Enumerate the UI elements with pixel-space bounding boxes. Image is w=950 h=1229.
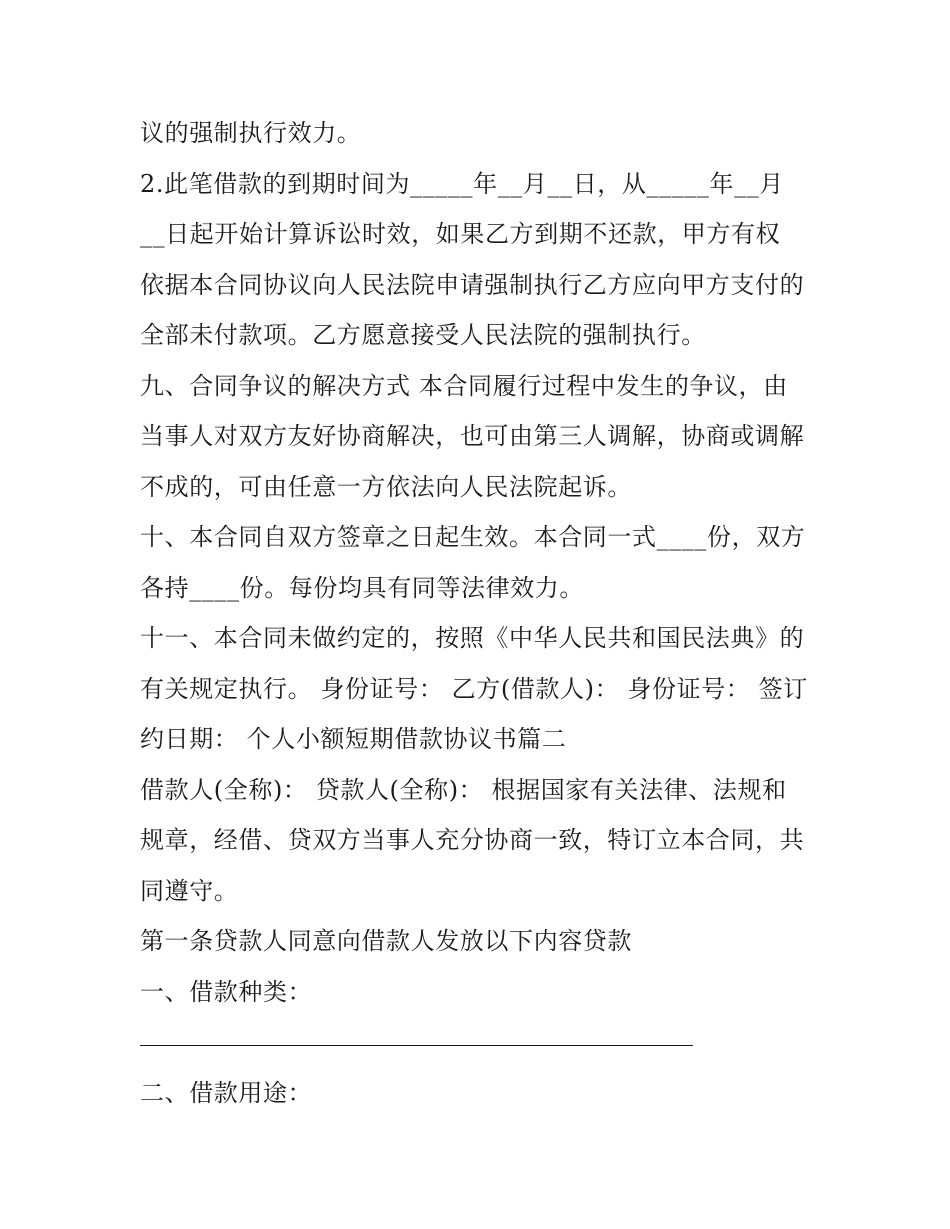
paragraph-line: 九、合同争议的解决方式 本合同履行过程中发生的争议，由 xyxy=(140,371,788,400)
paragraph-line: 2.此笔借款的到期时间为_____年__月__日，从_____年__月 xyxy=(140,169,784,198)
paragraph-line: 当事人对双方友好协商解决，也可由第三人调解，协商或调解 xyxy=(140,422,805,450)
fill-in-blank-line xyxy=(140,1045,693,1046)
document-body xyxy=(140,108,820,1017)
paragraph-line: 有关规定执行。 身份证号： 乙方(借款人)： 身份证号： 签订 xyxy=(140,674,808,703)
paragraph-line: 规章，经借、贷双方当事人充分协商一致，特订立本合同，共 xyxy=(140,826,805,854)
paragraph-line: 依据本合同协议向人民法院申请强制执行乙方应向甲方支付的 xyxy=(140,270,805,299)
paragraph-line: 全部未付款项。乙方愿意接受人民法院的强制执行。 xyxy=(140,321,706,349)
paragraph-line: 十一、本合同未做约定的，按照《中华人民共和国民法典》的 xyxy=(140,624,805,652)
paragraph-line: 第一条贷款人同意向借款人发放以下内容贷款 xyxy=(140,927,632,955)
paragraph-line: 不成的，可由任意一方依法向人民法院起诉。 xyxy=(140,472,632,501)
paragraph-line: __日起开始计算诉讼时效，如果乙方到期不还款，甲方有权 xyxy=(140,220,781,248)
paragraph-line: 同遵守。 xyxy=(140,876,239,905)
paragraph-line: 十、本合同自双方签章之日起生效。本合同一式____份，双方 xyxy=(140,523,806,551)
paragraph-line: 各持____份。每份均具有同等法律效力。 xyxy=(140,573,584,602)
paragraph-line: 一、借款种类： xyxy=(140,977,313,1006)
paragraph-line: 议的强制执行效力。 xyxy=(140,119,362,147)
paragraph-line: 约日期： 个人小额短期借款协议书篇二 xyxy=(140,725,567,753)
paragraph-line: 借款人(全称)： 贷款人(全称)： 根据国家有关法律、法规和 xyxy=(140,775,787,804)
paragraph-line: 二、借款用途： xyxy=(140,1079,313,1107)
